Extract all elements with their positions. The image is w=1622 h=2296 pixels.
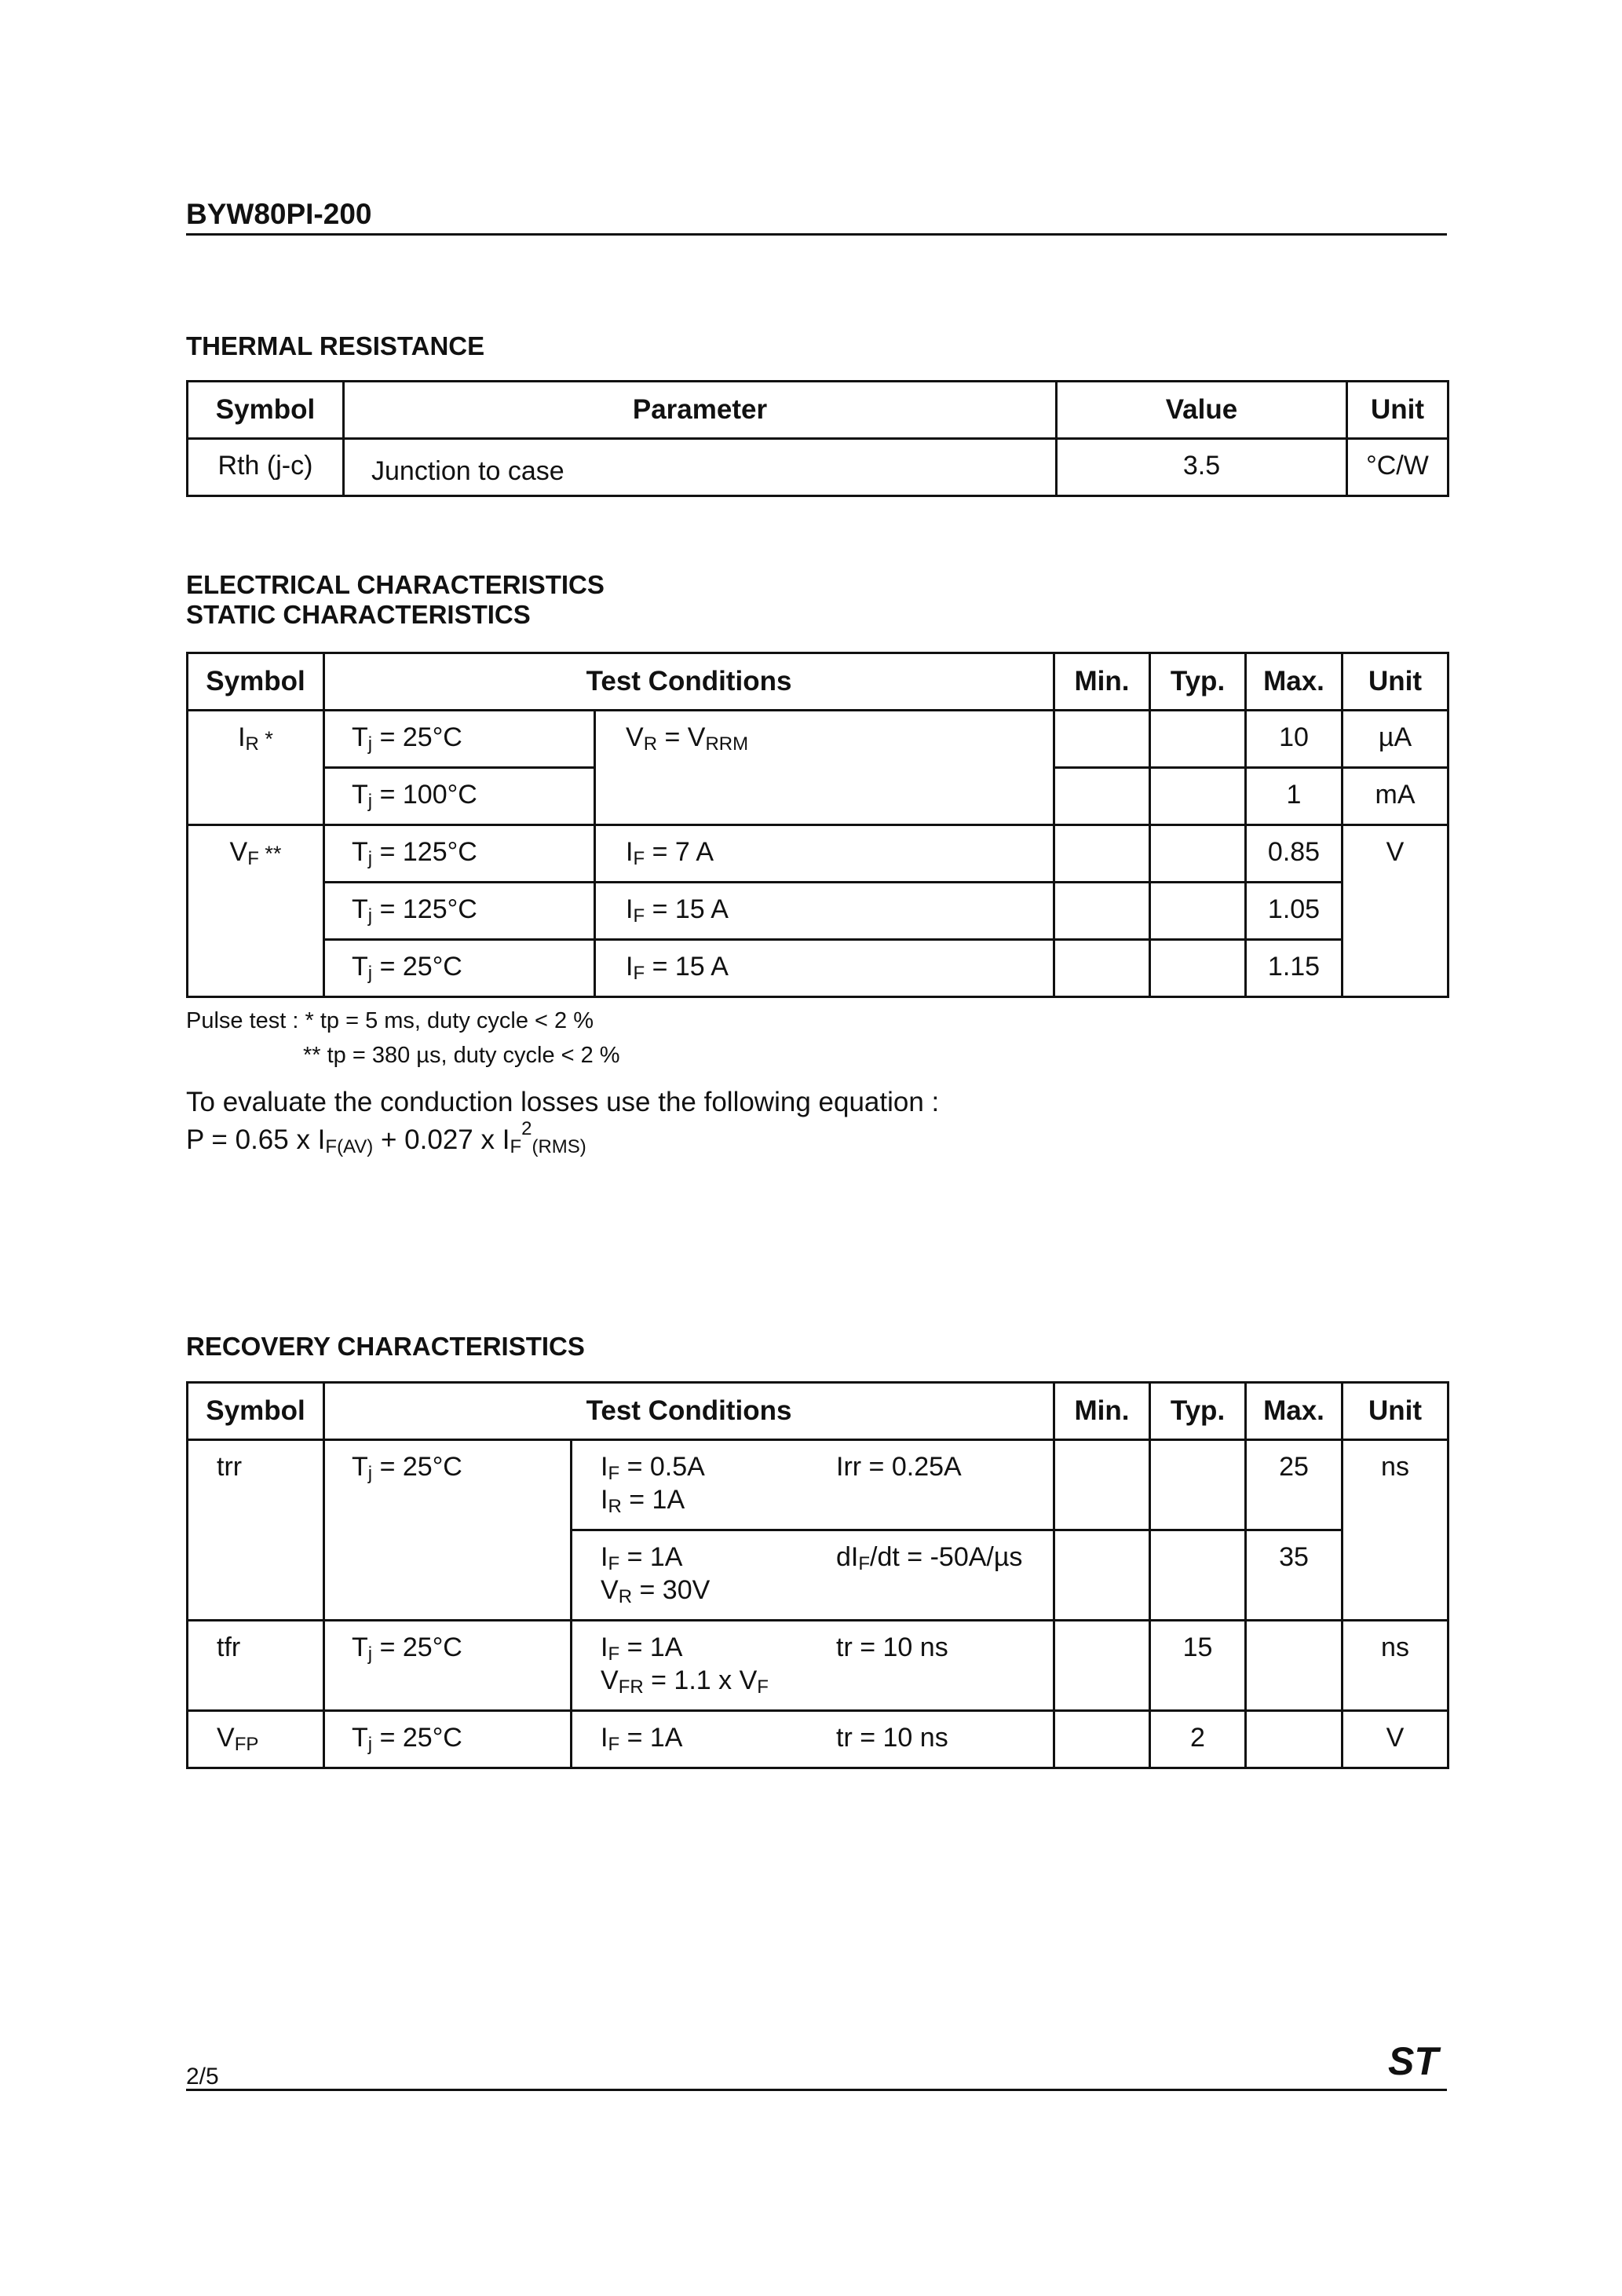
cell-max [1246, 1711, 1343, 1768]
page-number: 2/5 [186, 2064, 219, 2089]
cell-unit: ns [1343, 1440, 1448, 1621]
cell-if: $I_F = 7$ A [595, 825, 1054, 883]
cell-value: 3.5 [1057, 439, 1347, 496]
pulse-test-note: Pulse test : * tp = 5 ms, duty cycle < 2 % [186, 1008, 594, 1033]
cell-typ [1150, 1440, 1246, 1530]
cell-max: 1.15 [1246, 940, 1343, 997]
thermal-resistance-table [186, 380, 1449, 497]
document-title: BYW80PI-200 [186, 198, 372, 230]
cell-max: 1.05 [1246, 883, 1343, 940]
svg-text:ST: ST [1388, 2042, 1438, 2081]
cell-tj: $T_j = 25^\circ C$ [324, 711, 595, 768]
symbol-vf: $V_F$ ** [188, 825, 324, 997]
cell-if: $I_F = 15$ A [595, 883, 1054, 940]
cell-typ [1150, 1530, 1246, 1621]
cell-tj: $T_j = 25^\circ C$ [324, 1711, 572, 1768]
cell-min [1054, 711, 1150, 768]
cell-min [1054, 825, 1150, 883]
cell-conditions: $I_F = 1A$ $dI_F/dt = -50A/\mu s$ $V_R = 30V$ [572, 1530, 1054, 1621]
equation-intro: To evaluate the conduction losses use the following equation : [186, 1087, 940, 1117]
symbol-ir: $I_R$ * [188, 711, 324, 825]
symbol-tfr: tfr [188, 1621, 324, 1711]
cell-tj: $T_j = 100^\circ C$ [324, 768, 595, 825]
cell-min [1054, 1530, 1150, 1621]
pulse-test-note-2: ** tp = 380 µs, duty cycle < 2 % [303, 1043, 620, 1068]
static-characteristics-table [186, 652, 1449, 998]
cell-max [1246, 1621, 1343, 1711]
symbol-trr: trr [188, 1440, 324, 1621]
col-header-unit: Unit [1343, 1383, 1448, 1440]
col-header-symbol: Symbol [188, 653, 324, 711]
cell-max: 1 [1246, 768, 1343, 825]
cell-tj: $T_j = 25^\circ C$ [324, 940, 595, 997]
cell-min [1054, 940, 1150, 997]
col-header-min: Min. [1054, 1383, 1150, 1440]
cell-if: $I_F = 15$ A [595, 940, 1054, 997]
cell-max: 10 [1246, 711, 1343, 768]
cell-min [1054, 1621, 1150, 1711]
cell-tj: $T_j = 125^\circ C$ [324, 825, 595, 883]
symbol-vfp: $V_{FP}$ [188, 1711, 324, 1768]
conduction-loss-equation: P = 0.65 x $I_{F(AV)} + 0.027$ x $I_F^2_{(RMS)}$ [186, 1118, 586, 1157]
table-row [188, 439, 1448, 496]
cell-tj: $T_j = 25^\circ C$ [324, 1621, 572, 1711]
col-header-test-conditions: Test Conditions [324, 1383, 1054, 1440]
cell-max: 0.85 [1246, 825, 1343, 883]
cell-min [1054, 883, 1150, 940]
cell-typ: 15 [1150, 1621, 1246, 1711]
cell-unit: °C/W [1347, 439, 1448, 496]
col-header-unit: Unit [1343, 653, 1448, 711]
col-header-max: Max. [1246, 1383, 1343, 1440]
col-header-unit: Unit [1347, 382, 1448, 439]
table-row [188, 883, 1448, 940]
col-header-typ: Typ. [1150, 1383, 1246, 1440]
cell-symbol: Rth (j-c) [188, 439, 344, 496]
cell-typ [1150, 711, 1246, 768]
static-characteristics-title: STATIC CHARACTERISTICS [186, 600, 531, 629]
col-header-symbol: Symbol [188, 1383, 324, 1440]
thermal-resistance-title: THERMAL RESISTANCE [186, 331, 485, 360]
cell-max: 25 [1246, 1440, 1343, 1530]
cell-typ: 2 [1150, 1711, 1246, 1768]
cell-min [1054, 1711, 1150, 1768]
cell-conditions: $I_F = 1A$ tr = 10 ns [572, 1711, 1054, 1768]
col-header-min: Min. [1054, 653, 1150, 711]
cell-max: 35 [1246, 1530, 1343, 1621]
cell-typ [1150, 883, 1246, 940]
footer-rule [186, 2089, 1447, 2091]
st-logo-icon [1380, 2042, 1446, 2081]
table-row [188, 940, 1448, 997]
recovery-characteristics-table [186, 1381, 1449, 1769]
cell-conditions: $I_F = 0.5A$ Irr = 0.25A $I_R = 1A$ [572, 1440, 1054, 1530]
cell-typ [1150, 768, 1246, 825]
cell-parameter: Junction to case [344, 439, 1057, 496]
col-header-typ: Typ. [1150, 653, 1246, 711]
table-row [188, 1621, 1448, 1711]
cell-tj: $T_j = 125^\circ C$ [324, 883, 595, 940]
recovery-characteristics-title: RECOVERY CHARACTERISTICS [186, 1332, 585, 1361]
cell-typ [1150, 825, 1246, 883]
table-row [188, 1440, 1448, 1530]
cell-min [1054, 768, 1150, 825]
col-header-parameter: Parameter [344, 382, 1057, 439]
cell-vr-condition: $V_R = V_{RRM}$ [595, 711, 1054, 825]
col-header-symbol: Symbol [188, 382, 344, 439]
cell-unit: mA [1343, 768, 1448, 825]
table-row [188, 1711, 1448, 1768]
header-rule [186, 233, 1447, 236]
table-header-row [188, 1383, 1448, 1440]
cell-tj: $T_j = 25^\circ C$ [324, 1440, 572, 1621]
table-header-row [188, 653, 1448, 711]
table-row [188, 825, 1448, 883]
col-header-test-conditions: Test Conditions [324, 653, 1054, 711]
col-header-max: Max. [1246, 653, 1343, 711]
cell-unit: µA [1343, 711, 1448, 768]
cell-conditions: $I_F = 1A$ tr = 10 ns $V_{FR} = 1.1$ x $V_F$ [572, 1621, 1054, 1711]
cell-unit: V [1343, 825, 1448, 997]
table-header-row [188, 382, 1448, 439]
cell-min [1054, 1440, 1150, 1530]
electrical-characteristics-title: ELECTRICAL CHARACTERISTICS [186, 570, 605, 599]
cell-unit: V [1343, 1711, 1448, 1768]
table-row [188, 711, 1448, 768]
cell-unit: ns [1343, 1621, 1448, 1711]
col-header-value: Value [1057, 382, 1347, 439]
cell-typ [1150, 940, 1246, 997]
